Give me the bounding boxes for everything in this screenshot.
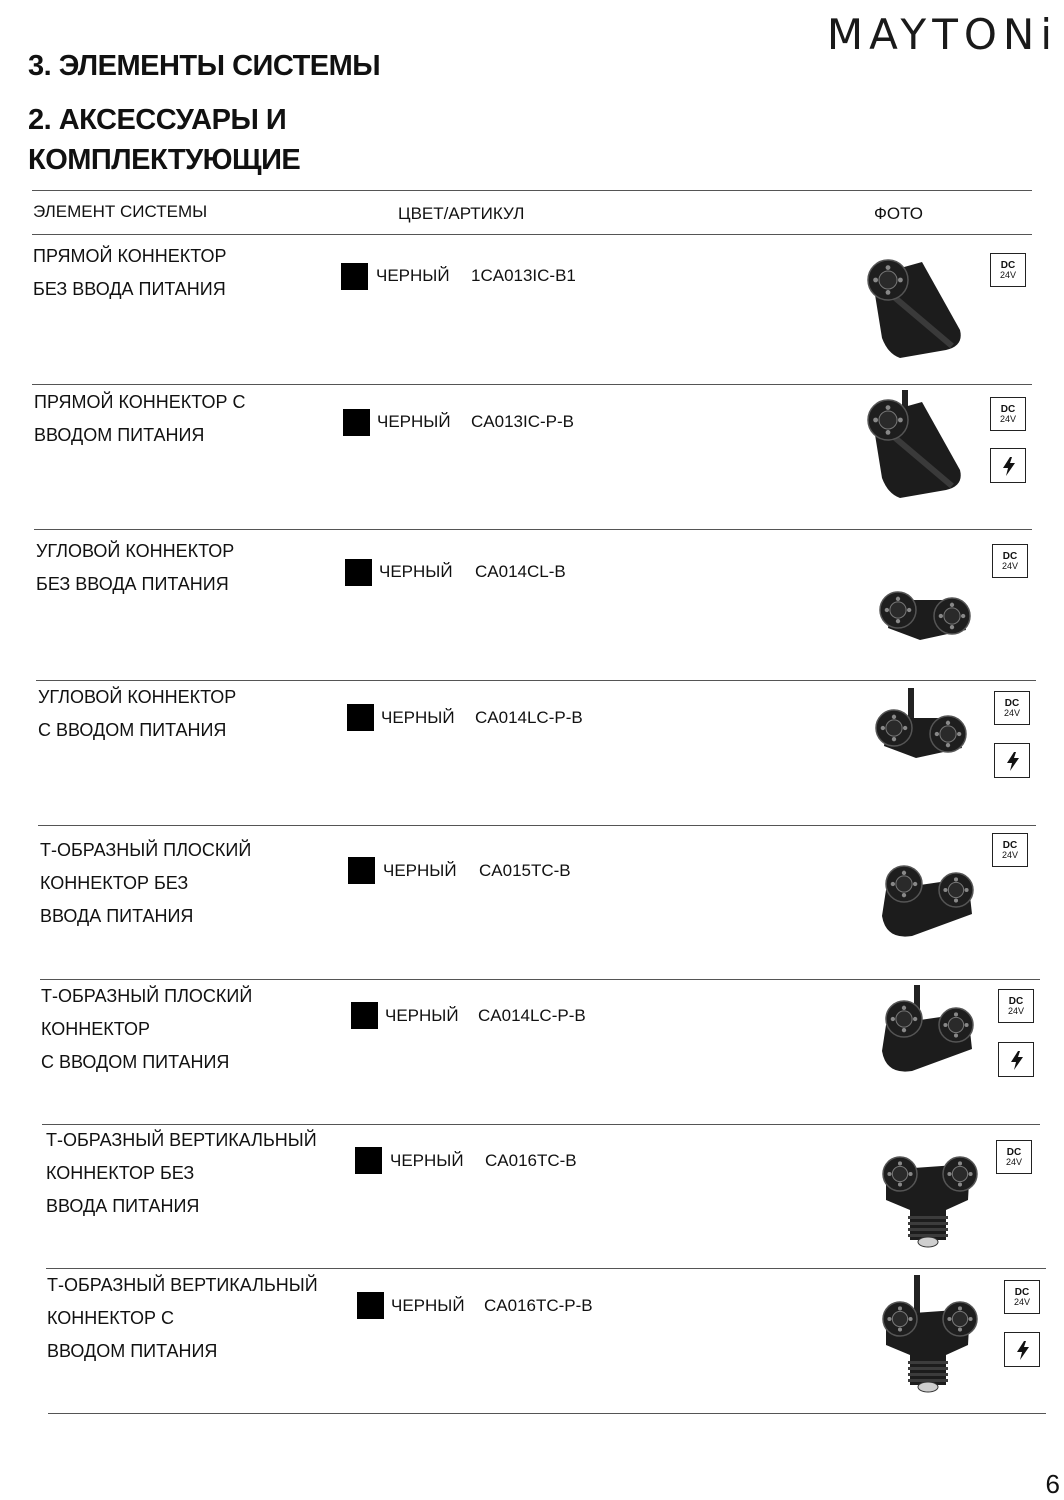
color-label: ЧЕРНЫЙ (379, 562, 453, 581)
sku-code: CA015TC-B (479, 861, 571, 880)
product-name-line: Т-ОБРАЗНЫЙ ВЕРТИКАЛЬНЫЙ (46, 1130, 317, 1150)
product-name-line: ВВОДА ПИТАНИЯ (40, 906, 194, 926)
product-name-line: ВВОДА ПИТАНИЯ (46, 1196, 200, 1216)
dc-24v-badge (996, 1140, 1032, 1174)
product-name-line: Т-ОБРАЗНЫЙ ПЛОСКИЙ (41, 986, 253, 1006)
badge-voltage-label: 24V (999, 414, 1016, 424)
header-bottom-rule (32, 234, 1032, 235)
product-name (33, 240, 343, 306)
product-name-line: Т-ОБРАЗНЫЙ ВЕРТИКАЛЬНЫЙ (47, 1275, 318, 1295)
product-name (41, 980, 351, 1079)
product-name-line: УГЛОВОЙ КОННЕКТОР (38, 687, 237, 707)
product-photo (872, 1130, 982, 1265)
product-name-line: ПРЯМОЙ КОННЕКТОР (33, 246, 227, 266)
sku-code: CA013IC-P-B (471, 412, 574, 431)
product-name-line: БЕЗ ВВОДА ПИТАНИЯ (36, 574, 229, 594)
section-title: 3. ЭЛЕМЕНТЫ СИСТЕМЫ (28, 50, 381, 82)
dc-24v-badge (998, 989, 1034, 1023)
product-name-line: ПРЯМОЙ КОННЕКТОР С (34, 392, 246, 412)
badge-dc-label: DC (1002, 840, 1018, 851)
product-photo (860, 390, 970, 525)
dc-24v-badge (1004, 1280, 1040, 1314)
page-number: 6 (1045, 1469, 1060, 1499)
subsection-title: 2. АКСЕССУАРЫ И КОМПЛЕКТУЮЩИЕ (28, 104, 301, 176)
column-header-color-sku: ЦВЕТ/АРТИКУЛ (398, 204, 525, 223)
color-label: ЧЕРНЫЙ (376, 266, 450, 285)
color-swatch (355, 1147, 382, 1174)
color-label: ЧЕРНЫЙ (391, 1296, 465, 1315)
badge-dc-label: DC (1002, 551, 1018, 562)
product-photo (866, 688, 976, 823)
color-swatch (348, 857, 375, 884)
product-name (46, 1124, 356, 1223)
product-name (38, 681, 348, 747)
badge-dc-label: DC (1000, 260, 1016, 271)
badge-dc-label: DC (1014, 1287, 1030, 1298)
sku-code: 1CA013IC-B1 (471, 266, 576, 285)
product-name-line: КОННЕКТОР БЕЗ (40, 873, 189, 893)
lightning-bolt-icon (998, 1042, 1034, 1077)
product-name-line: БЕЗ ВВОДА ПИТАНИЯ (33, 279, 226, 299)
badge-dc-label: DC (1006, 1147, 1022, 1158)
row-divider (38, 825, 1036, 826)
badge-voltage-label: 24V (1007, 1006, 1024, 1016)
product-name-line: Т-ОБРАЗНЫЙ ПЛОСКИЙ (40, 840, 252, 860)
product-photo (872, 850, 982, 985)
product-name-line: С ВВОДОМ ПИТАНИЯ (38, 720, 227, 740)
color-swatch (345, 559, 372, 586)
badge-voltage-label: 24V (1001, 850, 1018, 860)
dc-24v-badge (990, 397, 1026, 431)
sku-code: CA014LC-P-B (475, 708, 583, 727)
dc-24v-badge (990, 253, 1026, 287)
header-top-rule (32, 190, 1032, 191)
product-photo (872, 985, 982, 1120)
lightning-bolt-icon (990, 448, 1026, 483)
color-label: ЧЕРНЫЙ (385, 1006, 459, 1025)
lightning-bolt-icon (1004, 1332, 1040, 1367)
badge-dc-label: DC (1008, 996, 1024, 1007)
product-name-line: УГЛОВОЙ КОННЕКТОР (36, 541, 235, 561)
product-name (47, 1269, 357, 1368)
color-label: ЧЕРНЫЙ (383, 861, 457, 880)
column-header-photo: ФОТО (874, 204, 923, 223)
badge-dc-label: DC (1004, 698, 1020, 709)
row-divider (34, 529, 1032, 530)
row-divider (32, 384, 1032, 385)
badge-voltage-label: 24V (1001, 561, 1018, 571)
badge-voltage-label: 24V (1013, 1297, 1030, 1307)
product-photo (872, 1275, 982, 1410)
product-photo (860, 250, 970, 385)
sku-code: CA014LC-P-B (478, 1006, 586, 1025)
color-swatch (357, 1292, 384, 1319)
badge-voltage-label: 24V (1005, 1157, 1022, 1167)
color-label: ЧЕРНЫЙ (377, 412, 451, 431)
color-label: ЧЕРНЫЙ (390, 1151, 464, 1170)
product-name (40, 834, 350, 933)
dc-24v-badge (992, 544, 1028, 578)
sku-code: CA014CL-B (475, 562, 566, 581)
sku-code: CA016TC-P-B (484, 1296, 593, 1315)
dc-24v-badge (992, 833, 1028, 867)
product-name-line: ВВОДОМ ПИТАНИЯ (34, 425, 205, 445)
color-swatch (343, 409, 370, 436)
product-name (34, 386, 344, 452)
product-photo (870, 570, 980, 705)
product-name-line: С ВВОДОМ ПИТАНИЯ (41, 1052, 230, 1072)
product-name (36, 535, 346, 601)
column-header-element: ЭЛЕМЕНТ СИСТЕМЫ (33, 202, 208, 221)
product-name-line: КОННЕКТОР (41, 1019, 150, 1039)
color-swatch (341, 263, 368, 290)
color-swatch (347, 704, 374, 731)
sku-code: CA016TC-B (485, 1151, 577, 1170)
color-label: ЧЕРНЫЙ (381, 708, 455, 727)
badge-voltage-label: 24V (1003, 708, 1020, 718)
dc-24v-badge (994, 691, 1030, 725)
color-swatch (351, 1002, 378, 1029)
maytoni-logo: MAYTONi (826, 10, 1058, 59)
product-name-line: КОННЕКТОР С (47, 1308, 174, 1328)
lightning-bolt-icon (994, 743, 1030, 778)
product-name-line: ВВОДОМ ПИТАНИЯ (47, 1341, 218, 1361)
badge-voltage-label: 24V (999, 270, 1016, 280)
row-divider (48, 1413, 1046, 1414)
product-name-line: КОННЕКТОР БЕЗ (46, 1163, 195, 1183)
badge-dc-label: DC (1000, 404, 1016, 415)
